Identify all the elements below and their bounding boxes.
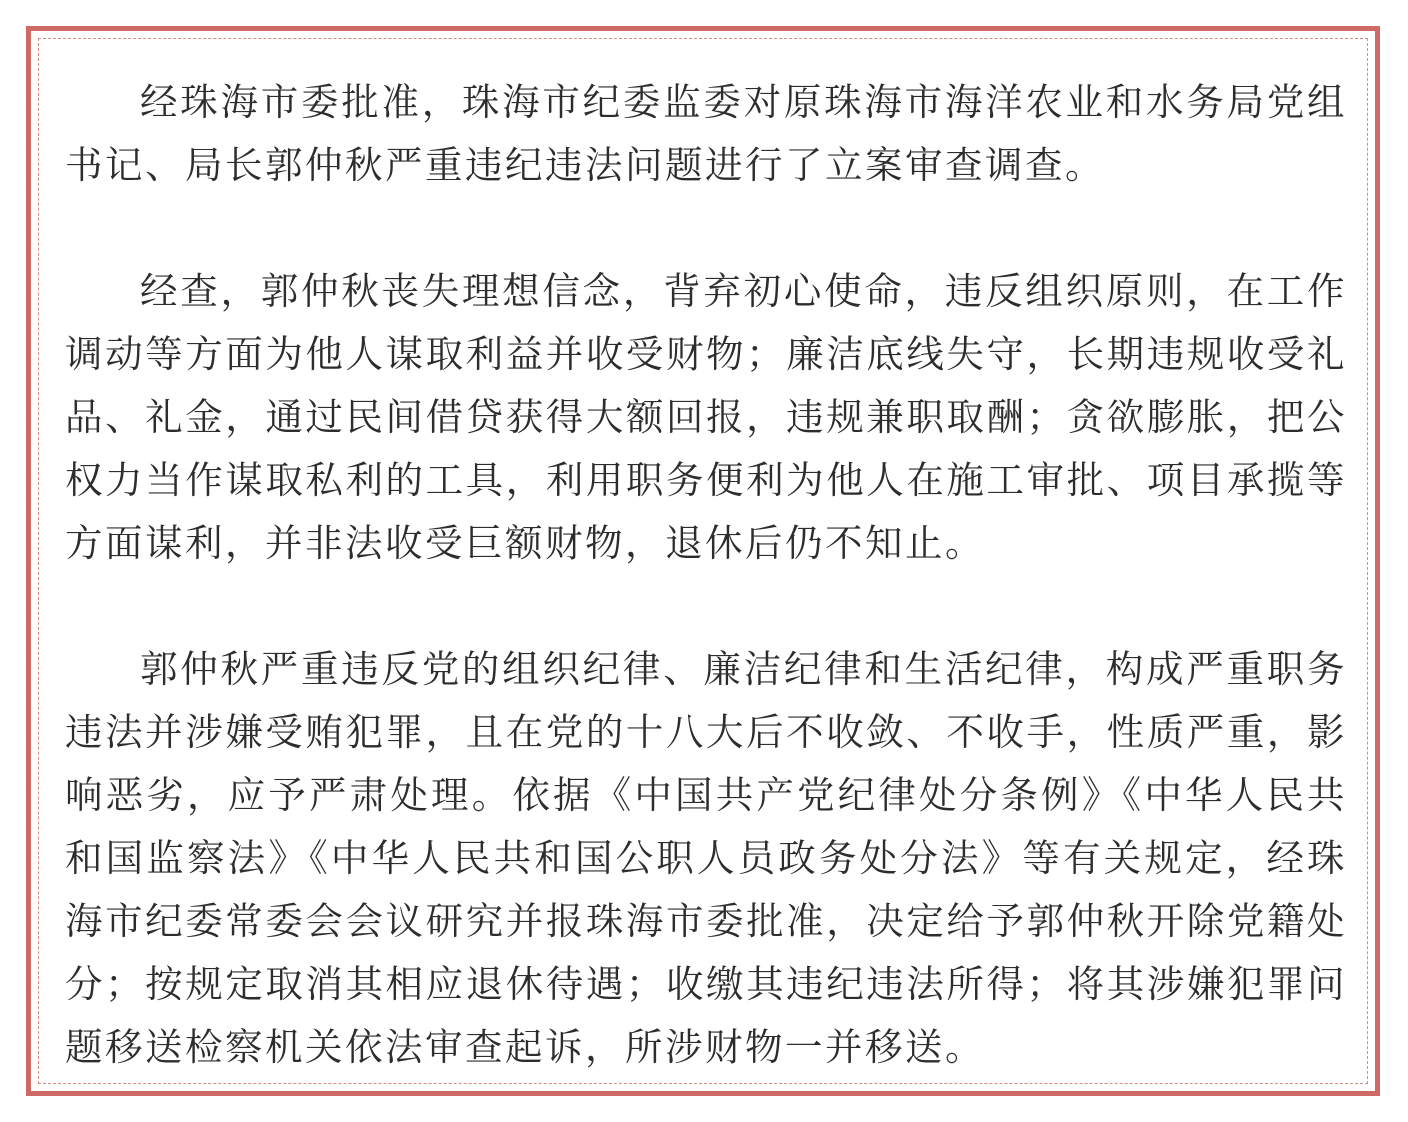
paragraph-disciplinary-decision: 郭仲秋严重违反党的组织纪律、廉洁纪律和生活纪律，构成严重职务违法并涉嫌受贿犯罪，且在党的十八大后不收敛、不收手，性质严重，影响恶劣，应予严肃处理。依据《中国共产党纪律处分条例》《中华人民共和国监察法》《中华人民共和国公职人员政务处分法》等有关规定，经珠海市纪委常委会会议研究并报珠海市委批准，决定给予郭仲秋开除党籍处分；按规定取消其相应退休待遇；收缴其违纪违法所得；将其涉嫌犯罪问题移送检察机关依法审查起诉，所涉财物一并移送。 (65, 647, 1347, 1069)
article-body (65, 71, 1347, 1079)
paragraph-case-filing: 经珠海市委批准，珠海市纪委监委对原珠海市海洋农业和水务局党组书记、局长郭仲秋严重违纪违法问题进行了立案审查调查。 (65, 80, 1347, 187)
article-frame (26, 26, 1380, 1096)
paragraph-investigation-findings: 经查，郭仲秋丧失理想信念，背弃初心使命，违反组织原则，在工作调动等方面为他人谋取利益并收受财物；廉洁底线失守，长期违规收受礼品、礼金，通过民间借贷获得大额回报，违规兼职取酬；贪欲膨胀，把公权力当作谋取私利的工具，利用职务便利为他人在施工审批、项目承揽等方面谋利，并非法收受巨额财物，退休后仍不知止。 (65, 269, 1347, 565)
